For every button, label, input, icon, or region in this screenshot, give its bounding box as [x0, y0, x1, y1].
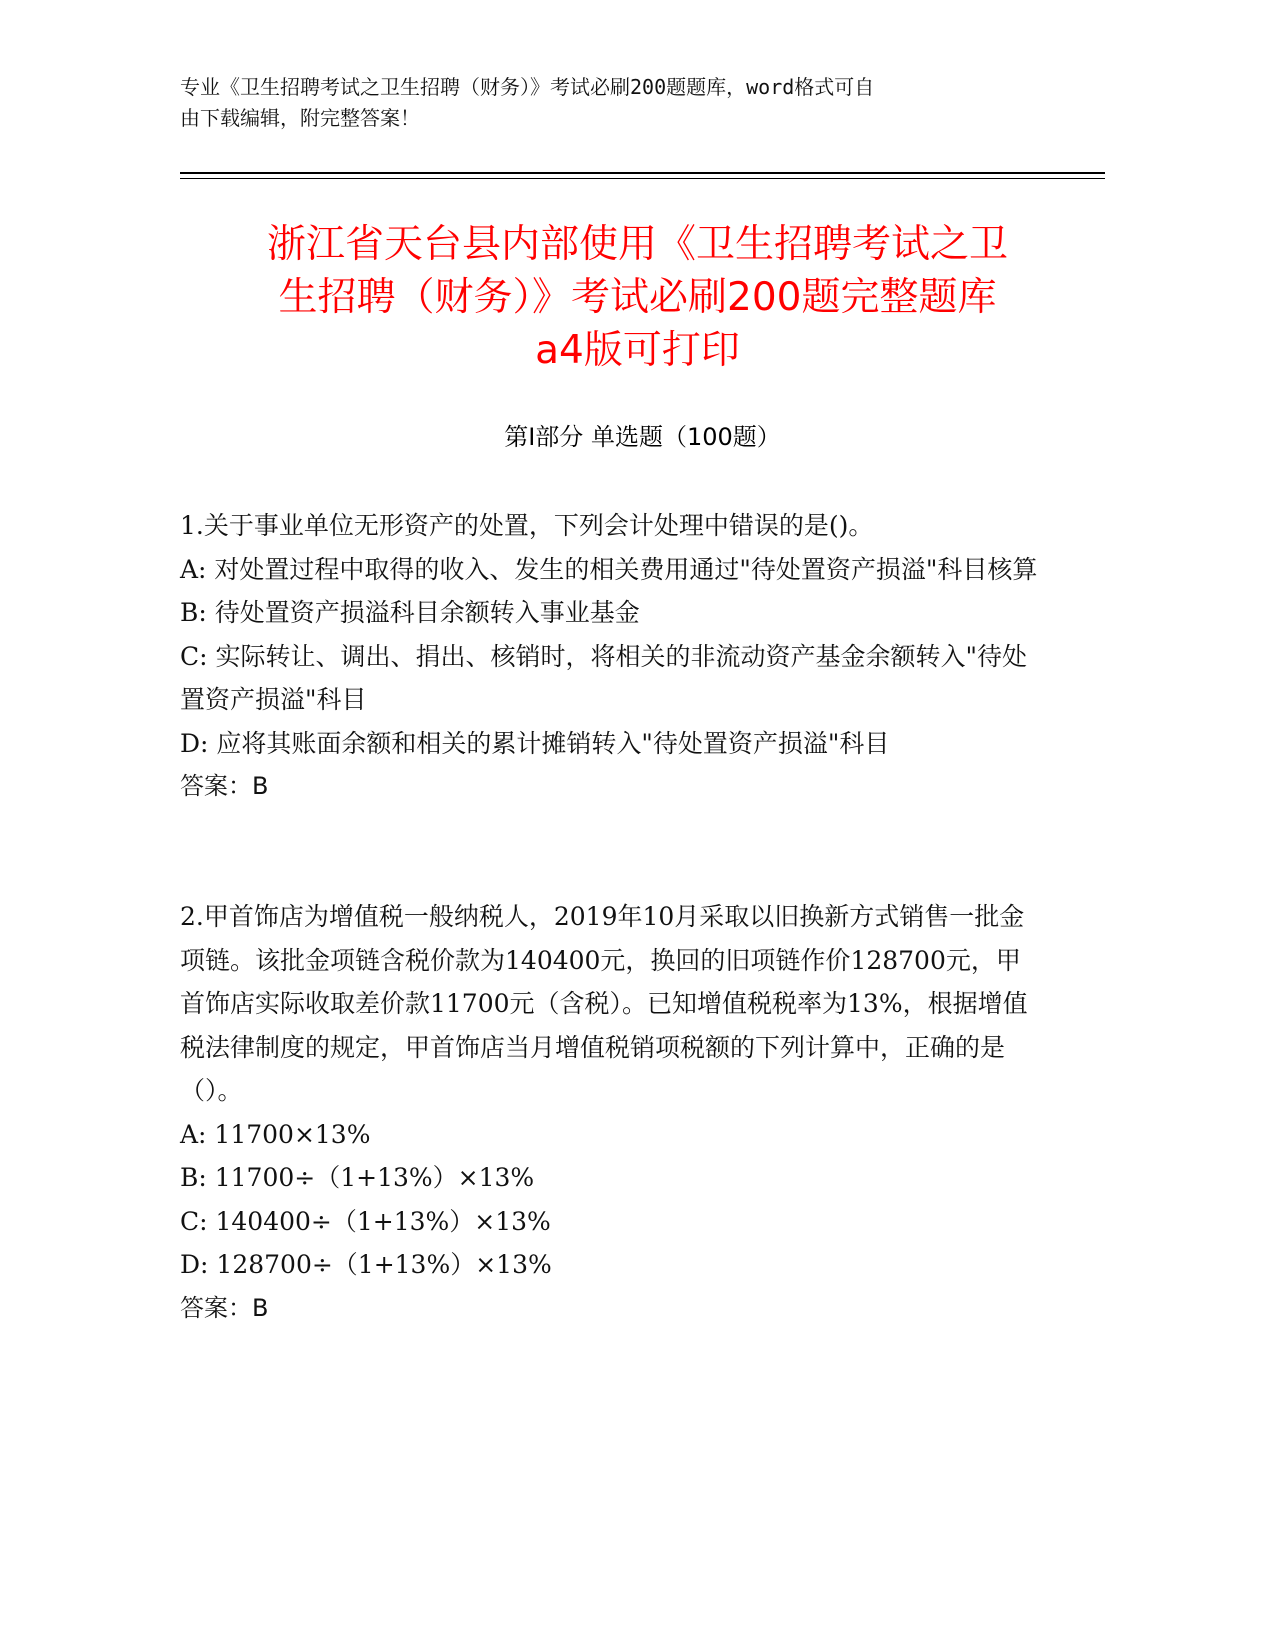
document-title-line-3: a4版可打印: [535, 328, 740, 373]
question-2: [180, 895, 1040, 1330]
option-c: C: 实际转让、调出、捐出、核销时，将相关的非流动资产基金余额转入"待处置资产损溢"科目: [180, 641, 1027, 714]
option-c: C: 140400÷（1+13%）×13%: [180, 1206, 551, 1236]
answer: 答案：B: [180, 772, 269, 800]
question-stem: 1.关于事业单位无形资产的处置，下列会计处理中错误的是()。: [180, 511, 874, 540]
document-title-line-1: 浙江省天台县内部使用《卫生招聘考试之卫: [266, 222, 1008, 267]
document-title: [150, 218, 1125, 377]
option-a: A: 对处置过程中取得的收入、发生的相关费用通过"待处置资产损溢"科目核算: [180, 554, 1038, 584]
option-a: A: 11700×13%: [180, 1119, 371, 1149]
header-note: [180, 72, 1030, 134]
option-d: D: 应将其账面余额和相关的累计摊销转入"待处置资产损溢"科目: [180, 728, 890, 758]
option-b: B: 11700÷（1+13%）×13%: [180, 1163, 535, 1192]
answer: 答案：B: [180, 1293, 269, 1322]
option-d: D: 128700÷（1+13%）×13%: [180, 1250, 552, 1279]
header-divider-thin: [180, 178, 1105, 179]
header-divider-thick: [180, 172, 1105, 174]
header-note-line-1: 专业《卫生招聘考试之卫生招聘（财务）》考试必刷200题题库，word格式可自: [180, 75, 875, 99]
option-b: B: 待处置资产损溢科目余额转入事业基金: [180, 598, 640, 627]
question-stem: 2.甲首饰店为增值税一般纳税人，2019年10月采取以旧换新方式销售一批金项链。该批金项链含税价款为140400元，换回的旧项链作价128700元，甲首饰店实际收取差价款11700元（含税）。已知增值税税率为13%，根据增值税法律制度的规定，甲首饰店当月增值税销项税额的下列计算中，正确的是（）。: [180, 902, 1028, 1105]
question-1: [180, 504, 1040, 809]
document-title-line-2: 生招聘（财务）》考试必刷200题完整题库: [278, 275, 997, 320]
header-note-line-2: 由下载编辑，附完整答案！: [180, 106, 420, 130]
part-heading: 第I部分 单选题（100题）: [504, 423, 781, 451]
